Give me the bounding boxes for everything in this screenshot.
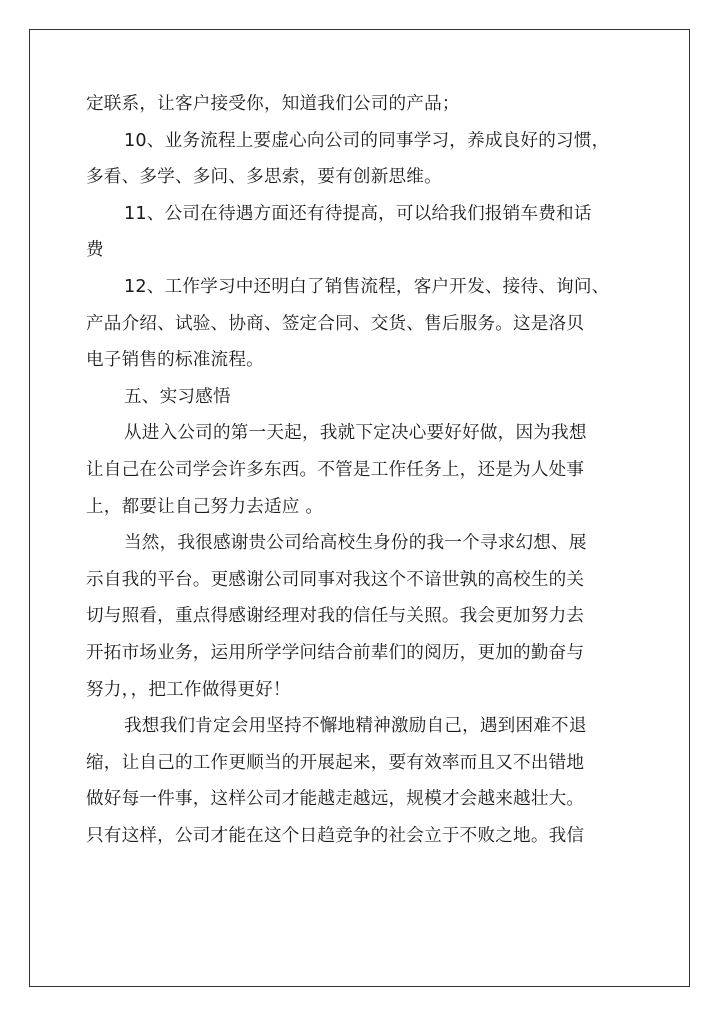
text-line: 上，都要让自己努力去适应 。	[86, 496, 324, 517]
text-line: 从进入公司的第一天起，我就下定决心要好好做，因为我想	[124, 423, 587, 444]
text-line: 定联系，让客户接受你，知道我们公司的产品；	[86, 94, 460, 114]
text-line: 12、工作学习中还明白了销售流程，客户开发、接待、询问、	[124, 276, 610, 297]
text-line: 努力，，把工作做得更好！	[86, 679, 291, 700]
text-line: 10、业务流程上要虚心向公司的同事学习，养成良好的习惯，	[124, 130, 610, 151]
text-line: 做好每一件事，这样公司才能越走越远，规模才会越来越壮大。	[86, 789, 585, 810]
text-line: 我想我们肯定会用坚持不懈地精神激励自己，遇到困难不退	[124, 716, 587, 737]
text-line: 示自我的平台。更感谢公司同事对我这个不谙世孰的高校生的关	[86, 569, 585, 590]
text-line: 多看、多学、多问、多思索，要有创新思维。	[86, 167, 442, 188]
document-body	[86, 86, 642, 854]
text-line: 缩，让自己的工作更顺当的开展起来，要有效率而且又不出错地	[86, 752, 585, 773]
text-line: 开拓市场业务，运用所学学问结合前辈们的阅历，更加的勤奋与	[86, 642, 585, 663]
text-line: 让自己在公司学会许多东西。不管是工作任务上，还是为人处事	[86, 459, 585, 480]
text-line: 只有这样，公司才能在这个日趋竞争的社会立于不败之地。我信	[86, 825, 585, 846]
text-line: 产品介绍、试验、协商、签定合同、交货、售后服务。这是洛贝	[86, 313, 585, 334]
section-heading: 五、实习感悟	[124, 386, 231, 407]
text-line: 11、公司在待遇方面还有待提高，可以给我们报销车费和话	[124, 203, 592, 224]
text-line: 电子销售的标准流程。	[86, 350, 264, 371]
text-line: 当然，我很感谢贵公司给高校生身份的我一个寻求幻想、展	[124, 533, 587, 554]
text-line: 切与照看，重点得感谢经理对我的信任与关照。我会更加努力去	[86, 606, 585, 627]
text-line: 费	[86, 240, 104, 261]
